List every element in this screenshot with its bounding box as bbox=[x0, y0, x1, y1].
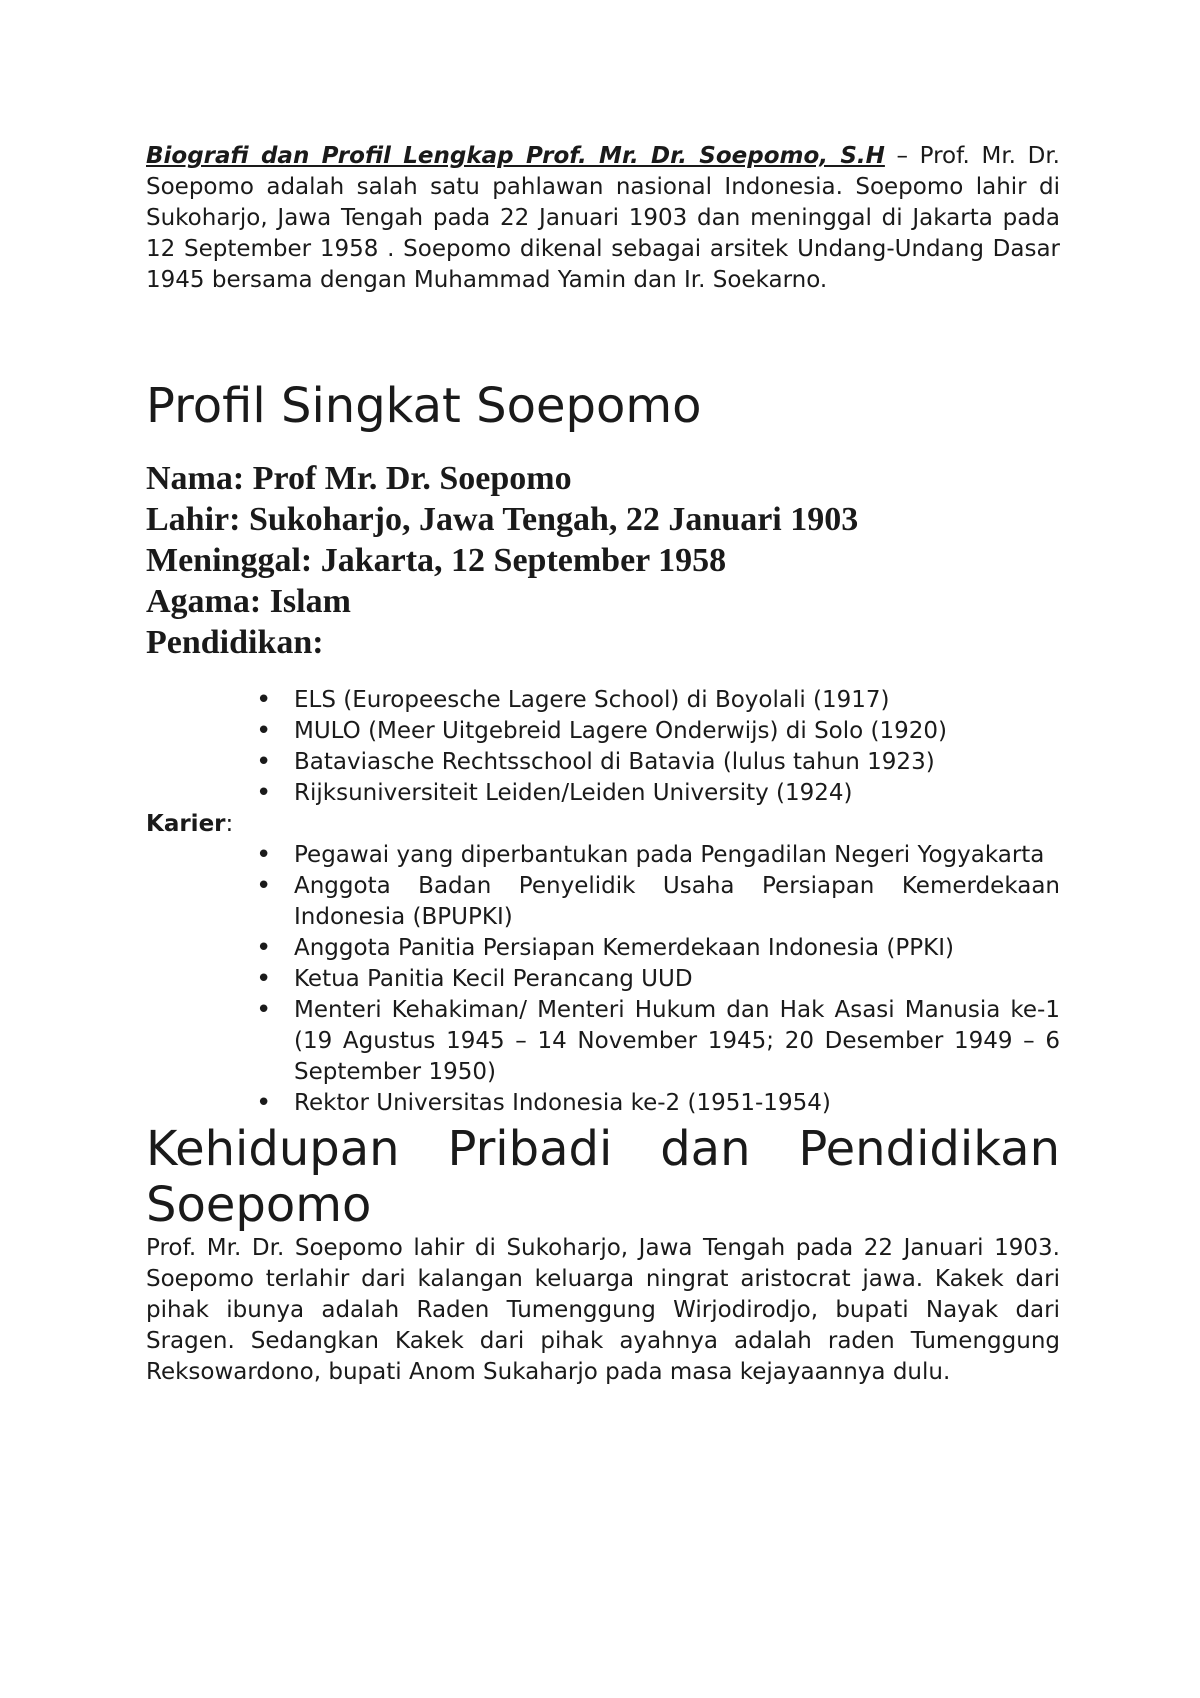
profile-lahir: Lahir: Sukoharjo, Jawa Tengah, 22 Januari 1903 bbox=[146, 501, 859, 538]
list-item: • Anggota Panitia Persiapan Kemerdekaan Indonesia (PPKI) bbox=[294, 933, 1060, 964]
profile-meninggal: Meninggal: Jakarta, 12 September 1958 bbox=[146, 542, 727, 579]
list-item: • Rektor Universitas Indonesia ke-2 (1951-1954) bbox=[294, 1088, 1060, 1119]
list-item: • Anggota Badan Penyelidik Usaha Persiapan Kemerdekaan Indonesia (BPUPKI) bbox=[294, 871, 1060, 933]
profile-pendidikan: Pendidikan: bbox=[146, 624, 324, 661]
pendidikan-list bbox=[146, 685, 1060, 809]
karier-list bbox=[146, 840, 1060, 1119]
intro-text: – Prof. Mr. Dr. Soepomo adalah salah satu pahlawan nasional Indonesia. Soepomo lahir di Sukoharjo, Jawa Tengah pada 22 Januari 1903 dan meninggal di Jakarta pada 12 September 1958 . Soepomo dikenal sebagai arsitek Undang-Undang Dasar 1945 bersama dengan Muhammad Yamin dan Ir. Soekarno. bbox=[146, 143, 1060, 293]
karier-colon: : bbox=[225, 811, 234, 837]
karier-label-text: Karier bbox=[146, 811, 226, 837]
document-page bbox=[146, 141, 1060, 1388]
list-item: • Ketua Panitia Kecil Perancang UUD bbox=[294, 964, 1060, 995]
section2-heading: Kehidupan Pribadi dan Pendidikan Soepomo bbox=[146, 1121, 1060, 1233]
profile-heading: Profil Singkat Soepomo bbox=[146, 378, 702, 434]
section2-paragraph: Prof. Mr. Dr. Soepomo lahir di Sukoharjo, Jawa Tengah pada 22 Januari 1903. Soepomo terlahir dari kalangan keluarga ningrat aristocrat jawa. Kakek dari pihak ibunya adalah Raden Tumenggung Wirjodirodjo, bupati Nayak dari Sragen. Sedangkan Kakek dari pihak ayahnya adalah raden Tumenggung Reksowardono, bupati Anom Sukaharjo pada masa kejayaannya dulu. bbox=[146, 1235, 1060, 1385]
profile-agama: Agama: Islam bbox=[146, 583, 351, 620]
intro-paragraph bbox=[146, 141, 1060, 296]
profile-nama: Nama: Prof Mr. Dr. Soepomo bbox=[146, 460, 572, 497]
list-item: • Pegawai yang diperbantukan pada Pengadilan Negeri Yogyakarta bbox=[294, 840, 1060, 871]
karier-label bbox=[146, 809, 1060, 840]
profile-block bbox=[146, 458, 1060, 663]
list-item: • Bataviasche Rechtsschool di Batavia (lulus tahun 1923) bbox=[294, 747, 1060, 778]
article-title-link[interactable]: Biografi dan Profil Lengkap Prof. Mr. Dr. Soepomo, S.H bbox=[146, 143, 885, 169]
list-item: • ELS (Europeesche Lagere School) di Boyolali (1917) bbox=[294, 685, 1060, 716]
list-item: • Rijksuniversiteit Leiden/Leiden University (1924) bbox=[294, 778, 1060, 809]
list-item: • MULO (Meer Uitgebreid Lagere Onderwijs) di Solo (1920) bbox=[294, 716, 1060, 747]
list-item: • Menteri Kehakiman/ Menteri Hukum dan Hak Asasi Manusia ke-1 (19 Agustus 1945 – 14 November 1945; 20 Desember 1949 – 6 September 1950) bbox=[294, 995, 1060, 1088]
